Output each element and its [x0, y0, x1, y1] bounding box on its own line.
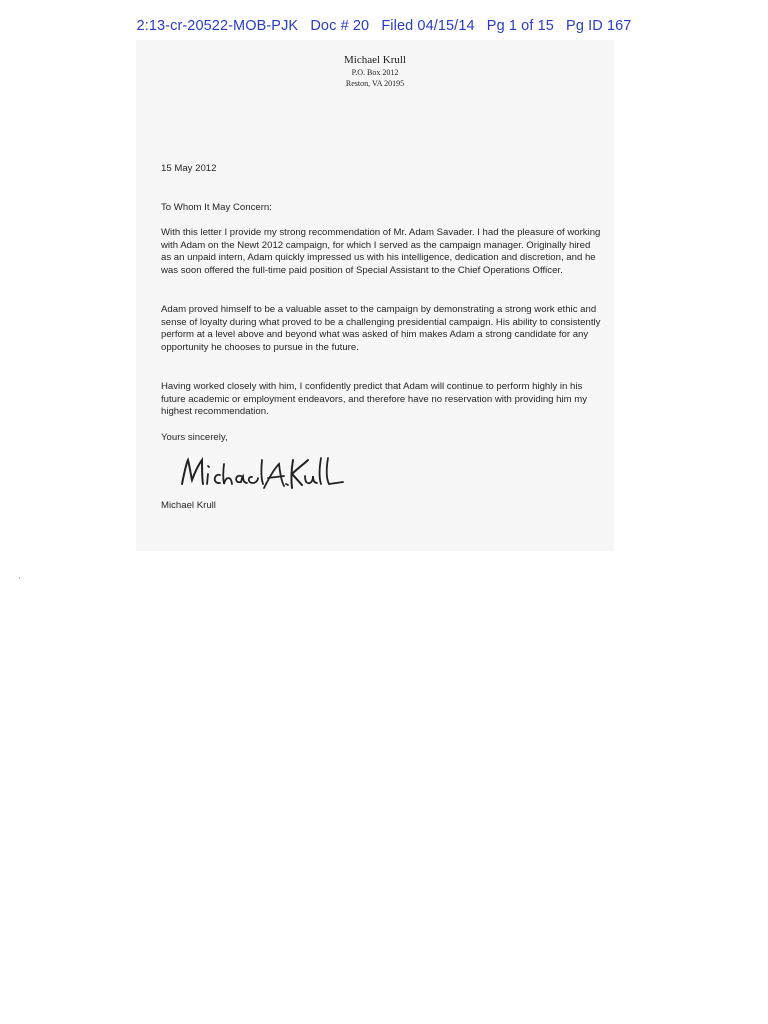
printed-name: Michael Krull — [161, 500, 216, 511]
letter-date: 15 May 2012 — [161, 163, 217, 174]
scanned-letter — [136, 40, 614, 551]
paragraph-3: Having worked closely with him, I confidently predict that Adam will continue to perform highly in his future academic or employment endeavors, and therefore have no reservation with providing him my highest recommendation. — [161, 381, 588, 418]
scan-speck — [19, 577, 20, 579]
salutation: To Whom It May Concern: — [161, 202, 272, 213]
filed-date: Filed 04/15/14 — [381, 18, 475, 34]
paragraph-2: Adam proved himself to be a valuable asset to the campaign by demonstrating a strong work ethic and sense of loyalty during what proved to be a challenging presidential campaign. His ability to consistently perform at a level above and beyond what was asked of him makes Adam a strong candidate for any opportunity he chooses to pursue in the future. — [161, 304, 601, 354]
letterhead-name: Michael Krull — [343, 54, 406, 66]
court-filing-header — [0, 18, 768, 34]
doc-number: Doc # 20 — [310, 18, 370, 34]
case-number: 2:13-cr-20522-MOB-PJK — [136, 18, 299, 34]
page-id: Pg ID 167 — [566, 18, 632, 34]
page-count: Pg 1 of 15 — [486, 18, 554, 34]
letterhead — [136, 54, 614, 89]
letterhead-city: Reston, VA 20195 — [345, 79, 405, 88]
closing: Yours sincerely, — [161, 432, 228, 443]
letterhead-po-box: P.O. Box 2012 — [351, 68, 399, 77]
handwritten-signature — [178, 454, 348, 496]
paragraph-1: With this letter I provide my strong recommendation of Mr. Adam Savader. I had the pleasure of working with Adam on the Newt 2012 campaign, for which I served as the campaign manager. Originally hired as an unpaid intern, Adam quickly impressed us with his intelligence, dedication and discretion, and he was soon offered the full-time paid position of Special Assistant to the Chief Operations Officer. — [161, 227, 601, 277]
